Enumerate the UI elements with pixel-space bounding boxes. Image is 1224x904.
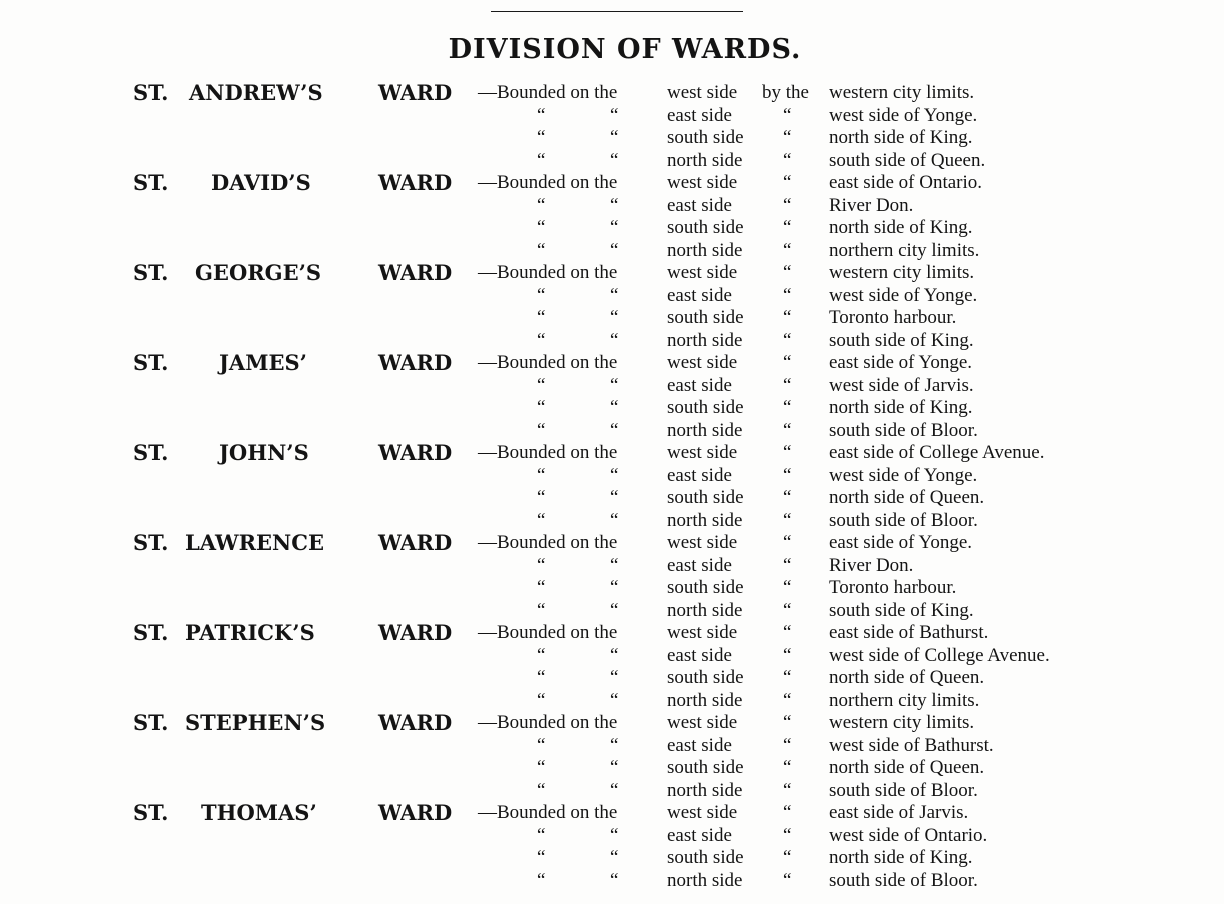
ditto-mark: “ — [537, 869, 546, 891]
boundary-limit: east side of Yonge. — [829, 352, 973, 373]
ward-title: DAVID’S — [211, 170, 311, 195]
boundary-limit: west side of Ontario. — [829, 824, 988, 846]
boundary-limit: River Don. — [829, 194, 914, 216]
boundary-connector: “ — [783, 509, 792, 531]
boundary-row — [0, 240, 1224, 262]
boundary-row — [0, 150, 1224, 172]
ward-title: LAWRENCE — [185, 530, 324, 555]
boundary-row — [0, 172, 1224, 194]
boundary-side: north side — [667, 419, 743, 441]
boundary-side: north side — [667, 869, 743, 891]
boundary-side: south side — [667, 487, 744, 508]
ditto-mark: “ — [537, 757, 546, 778]
boundary-limit: northern city limits. — [829, 239, 980, 261]
boundary-limit: west side of Jarvis. — [829, 374, 974, 396]
ditto-mark: “ — [537, 217, 546, 238]
ditto-mark: “ — [610, 734, 619, 756]
bounded-lead: —Bounded on the — [478, 532, 618, 553]
boundary-limit: north side of Queen. — [829, 757, 985, 778]
boundary-limit: south side of Bloor. — [829, 869, 978, 891]
boundary-row — [0, 802, 1224, 824]
boundary-limit: western city limits. — [829, 712, 975, 733]
ditto-mark: “ — [537, 734, 546, 756]
boundary-side: west side — [667, 802, 738, 823]
ditto-mark: “ — [610, 239, 619, 261]
ward-block — [0, 802, 1224, 892]
boundary-connector: “ — [783, 824, 792, 846]
boundary-side: north side — [667, 509, 743, 531]
boundary-limit: south side of Bloor. — [829, 419, 978, 441]
boundary-row — [0, 397, 1224, 419]
boundary-connector: “ — [783, 397, 792, 418]
ditto-mark: “ — [610, 509, 619, 531]
boundary-side: east side — [667, 734, 732, 756]
ditto-mark: “ — [610, 667, 619, 688]
bounded-lead: —Bounded on the — [478, 352, 618, 373]
top-rule — [491, 11, 743, 12]
boundary-side: east side — [667, 104, 732, 126]
boundary-row — [0, 285, 1224, 307]
boundary-row — [0, 307, 1224, 329]
boundary-limit: River Don. — [829, 554, 914, 576]
boundary-limit: south side of Bloor. — [829, 779, 978, 801]
boundary-connector: “ — [783, 442, 792, 463]
ditto-mark: “ — [537, 689, 546, 711]
ward-word: WARD — [378, 530, 453, 555]
boundary-side: west side — [667, 622, 738, 643]
ditto-mark: “ — [610, 374, 619, 396]
ditto-mark: “ — [610, 599, 619, 621]
ditto-mark: “ — [610, 464, 619, 486]
boundary-limit: Toronto harbour. — [829, 577, 957, 598]
boundary-limit: south side of King. — [829, 329, 974, 351]
page-title: DIVISION OF WARDS. — [448, 34, 802, 65]
boundary-side: south side — [667, 217, 744, 238]
boundary-row — [0, 375, 1224, 397]
boundary-side: north side — [667, 599, 743, 621]
bounded-lead: —Bounded on the — [478, 442, 618, 463]
ditto-mark: “ — [610, 284, 619, 306]
boundary-connector: “ — [783, 329, 792, 351]
boundary-row — [0, 510, 1224, 532]
boundary-connector: “ — [783, 194, 792, 216]
ward-word: WARD — [378, 800, 453, 825]
boundary-side: north side — [667, 779, 743, 801]
ward-title: PATRICK’S — [185, 620, 315, 645]
ditto-mark: “ — [610, 757, 619, 778]
boundary-limit: east side of Ontario. — [829, 172, 983, 193]
boundary-side: south side — [667, 847, 744, 868]
boundary-row — [0, 847, 1224, 869]
ward-block — [0, 532, 1224, 622]
boundary-side: east side — [667, 284, 732, 306]
boundary-connector: “ — [783, 239, 792, 261]
ditto-mark: “ — [537, 307, 546, 328]
boundary-row — [0, 622, 1224, 644]
boundary-connector: “ — [783, 644, 792, 666]
ditto-mark: “ — [610, 194, 619, 216]
ward-title: STEPHEN’S — [185, 710, 326, 735]
boundary-connector: “ — [783, 464, 792, 486]
bounded-lead: —Bounded on the — [478, 172, 618, 193]
ward-title: JAMES’ — [219, 350, 307, 375]
boundary-row — [0, 780, 1224, 802]
boundary-row — [0, 487, 1224, 509]
ditto-mark: “ — [537, 329, 546, 351]
ditto-mark: “ — [537, 554, 546, 576]
boundary-connector: “ — [783, 374, 792, 396]
boundary-limit: north side of Queen. — [829, 667, 985, 688]
ditto-mark: “ — [610, 397, 619, 418]
ditto-mark: “ — [610, 577, 619, 598]
boundary-side: west side — [667, 712, 738, 733]
ward-word: WARD — [378, 170, 453, 195]
boundary-row — [0, 82, 1224, 104]
ward-title: JOHN’S — [219, 440, 309, 465]
bounded-lead: —Bounded on the — [478, 82, 618, 103]
ward-word: WARD — [378, 620, 453, 645]
boundary-side: east side — [667, 374, 732, 396]
boundary-side: west side — [667, 82, 738, 103]
boundary-limit: west side of Yonge. — [829, 464, 978, 486]
boundary-limit: south side of Bloor. — [829, 509, 978, 531]
ward-prefix: ST. — [133, 800, 169, 825]
ward-title: ANDREW’S — [189, 80, 323, 105]
boundary-side: east side — [667, 464, 732, 486]
ditto-mark: “ — [610, 329, 619, 351]
boundary-row — [0, 577, 1224, 599]
boundary-limit: east side of Jarvis. — [829, 802, 969, 823]
boundary-connector: “ — [783, 352, 792, 373]
ditto-mark: “ — [537, 779, 546, 801]
boundary-row — [0, 690, 1224, 712]
ditto-mark: “ — [610, 419, 619, 441]
boundary-limit: north side of King. — [829, 217, 973, 238]
boundary-connector: “ — [783, 802, 792, 823]
boundary-limit: Toronto harbour. — [829, 307, 957, 328]
ditto-mark: “ — [610, 217, 619, 238]
ward-word: WARD — [378, 80, 453, 105]
boundary-row — [0, 712, 1224, 734]
boundary-row — [0, 330, 1224, 352]
ward-prefix: ST. — [133, 530, 169, 555]
ward-word: WARD — [378, 440, 453, 465]
boundary-connector: “ — [783, 599, 792, 621]
boundary-side: south side — [667, 397, 744, 418]
boundary-connector: “ — [783, 104, 792, 126]
boundary-side: west side — [667, 262, 738, 283]
boundary-limit: northern city limits. — [829, 689, 980, 711]
boundary-row — [0, 465, 1224, 487]
boundary-side: north side — [667, 689, 743, 711]
boundary-connector: “ — [783, 577, 792, 598]
boundary-connector: “ — [783, 847, 792, 868]
boundary-side: east side — [667, 644, 732, 666]
ward-prefix: ST. — [133, 620, 169, 645]
boundary-row — [0, 870, 1224, 892]
boundary-row — [0, 217, 1224, 239]
ward-prefix: ST. — [133, 440, 169, 465]
boundary-connector: “ — [783, 554, 792, 576]
ditto-mark: “ — [537, 397, 546, 418]
ditto-mark: “ — [537, 464, 546, 486]
boundary-row — [0, 555, 1224, 577]
ward-word: WARD — [378, 350, 453, 375]
boundary-side: west side — [667, 442, 738, 463]
boundary-connector: “ — [783, 869, 792, 891]
boundary-side: west side — [667, 532, 738, 553]
bounded-lead: —Bounded on the — [478, 622, 618, 643]
ward-title: THOMAS’ — [201, 800, 317, 825]
ditto-mark: “ — [537, 104, 546, 126]
boundary-side: north side — [667, 239, 743, 261]
ward-block — [0, 172, 1224, 262]
ditto-mark: “ — [537, 419, 546, 441]
ward-prefix: ST. — [133, 80, 169, 105]
boundary-connector: “ — [783, 127, 792, 148]
boundary-connector: by the — [762, 82, 809, 103]
ward-word: WARD — [378, 260, 453, 285]
boundary-limit: north side of King. — [829, 397, 973, 418]
ditto-mark: “ — [537, 149, 546, 171]
boundary-connector: “ — [783, 667, 792, 688]
boundary-row — [0, 352, 1224, 374]
boundary-limit: west side of Bathurst. — [829, 734, 994, 756]
boundary-row — [0, 825, 1224, 847]
ditto-mark: “ — [610, 554, 619, 576]
boundary-row — [0, 195, 1224, 217]
boundary-limit: western city limits. — [829, 262, 975, 283]
ward-block — [0, 622, 1224, 712]
boundary-row — [0, 262, 1224, 284]
ditto-mark: “ — [610, 127, 619, 148]
ditto-mark: “ — [537, 644, 546, 666]
ditto-mark: “ — [537, 374, 546, 396]
boundary-side: north side — [667, 149, 743, 171]
boundary-connector: “ — [783, 487, 792, 508]
ditto-mark: “ — [537, 599, 546, 621]
bounded-lead: —Bounded on the — [478, 712, 618, 733]
ditto-mark: “ — [610, 847, 619, 868]
ditto-mark: “ — [610, 644, 619, 666]
ditto-mark: “ — [537, 509, 546, 531]
ward-block — [0, 262, 1224, 352]
ditto-mark: “ — [537, 284, 546, 306]
boundary-row — [0, 532, 1224, 554]
boundary-limit: south side of King. — [829, 599, 974, 621]
boundary-row — [0, 600, 1224, 622]
boundary-connector: “ — [783, 622, 792, 643]
ward-block — [0, 82, 1224, 172]
ditto-mark: “ — [537, 487, 546, 508]
boundary-connector: “ — [783, 217, 792, 238]
boundary-connector: “ — [783, 712, 792, 733]
ward-title: GEORGE’S — [195, 260, 322, 285]
ward-block — [0, 442, 1224, 532]
ditto-mark: “ — [610, 779, 619, 801]
boundary-limit: east side of Yonge. — [829, 532, 973, 553]
boundary-side: west side — [667, 352, 738, 373]
boundary-limit: north side of King. — [829, 847, 973, 868]
boundary-limit: north side of King. — [829, 127, 973, 148]
boundary-limit: north side of Queen. — [829, 487, 985, 508]
boundary-connector: “ — [783, 149, 792, 171]
boundary-row — [0, 757, 1224, 779]
boundary-connector: “ — [783, 689, 792, 711]
boundary-connector: “ — [783, 172, 792, 193]
boundary-connector: “ — [783, 307, 792, 328]
boundary-row — [0, 127, 1224, 149]
boundary-row — [0, 420, 1224, 442]
boundary-side: west side — [667, 172, 738, 193]
boundary-row — [0, 645, 1224, 667]
boundary-row — [0, 442, 1224, 464]
boundary-side: east side — [667, 194, 732, 216]
ditto-mark: “ — [610, 689, 619, 711]
ditto-mark: “ — [537, 577, 546, 598]
boundary-side: south side — [667, 307, 744, 328]
ditto-mark: “ — [537, 847, 546, 868]
ward-word: WARD — [378, 710, 453, 735]
ditto-mark: “ — [610, 824, 619, 846]
ward-prefix: ST. — [133, 260, 169, 285]
boundary-limit: east side of College Avenue. — [829, 442, 1045, 463]
boundary-row — [0, 105, 1224, 127]
boundary-side: south side — [667, 127, 744, 148]
ditto-mark: “ — [537, 194, 546, 216]
boundary-limit: east side of Bathurst. — [829, 622, 989, 643]
ditto-mark: “ — [537, 239, 546, 261]
boundary-side: south side — [667, 577, 744, 598]
ditto-mark: “ — [537, 667, 546, 688]
boundary-limit: western city limits. — [829, 82, 975, 103]
boundary-side: north side — [667, 329, 743, 351]
boundary-connector: “ — [783, 532, 792, 553]
boundary-limit: west side of Yonge. — [829, 104, 978, 126]
ditto-mark: “ — [610, 487, 619, 508]
ward-block — [0, 712, 1224, 802]
boundary-limit: west side of College Avenue. — [829, 644, 1050, 666]
ward-prefix: ST. — [133, 710, 169, 735]
boundary-side: south side — [667, 667, 744, 688]
bounded-lead: —Bounded on the — [478, 262, 618, 283]
ward-prefix: ST. — [133, 350, 169, 375]
boundary-connector: “ — [783, 779, 792, 801]
ditto-mark: “ — [537, 824, 546, 846]
ditto-mark: “ — [610, 104, 619, 126]
boundary-side: east side — [667, 554, 732, 576]
boundary-limit: south side of Queen. — [829, 149, 986, 171]
boundary-row — [0, 735, 1224, 757]
boundary-connector: “ — [783, 284, 792, 306]
boundary-limit: west side of Yonge. — [829, 284, 978, 306]
ward-prefix: ST. — [133, 170, 169, 195]
ditto-mark: “ — [610, 869, 619, 891]
boundary-connector: “ — [783, 419, 792, 441]
boundary-side: east side — [667, 824, 732, 846]
boundary-connector: “ — [783, 757, 792, 778]
ditto-mark: “ — [610, 307, 619, 328]
ditto-mark: “ — [610, 149, 619, 171]
boundary-connector: “ — [783, 734, 792, 756]
ward-block — [0, 352, 1224, 442]
ditto-mark: “ — [537, 127, 546, 148]
boundary-row — [0, 667, 1224, 689]
bounded-lead: —Bounded on the — [478, 802, 618, 823]
boundary-side: south side — [667, 757, 744, 778]
boundary-connector: “ — [783, 262, 792, 283]
